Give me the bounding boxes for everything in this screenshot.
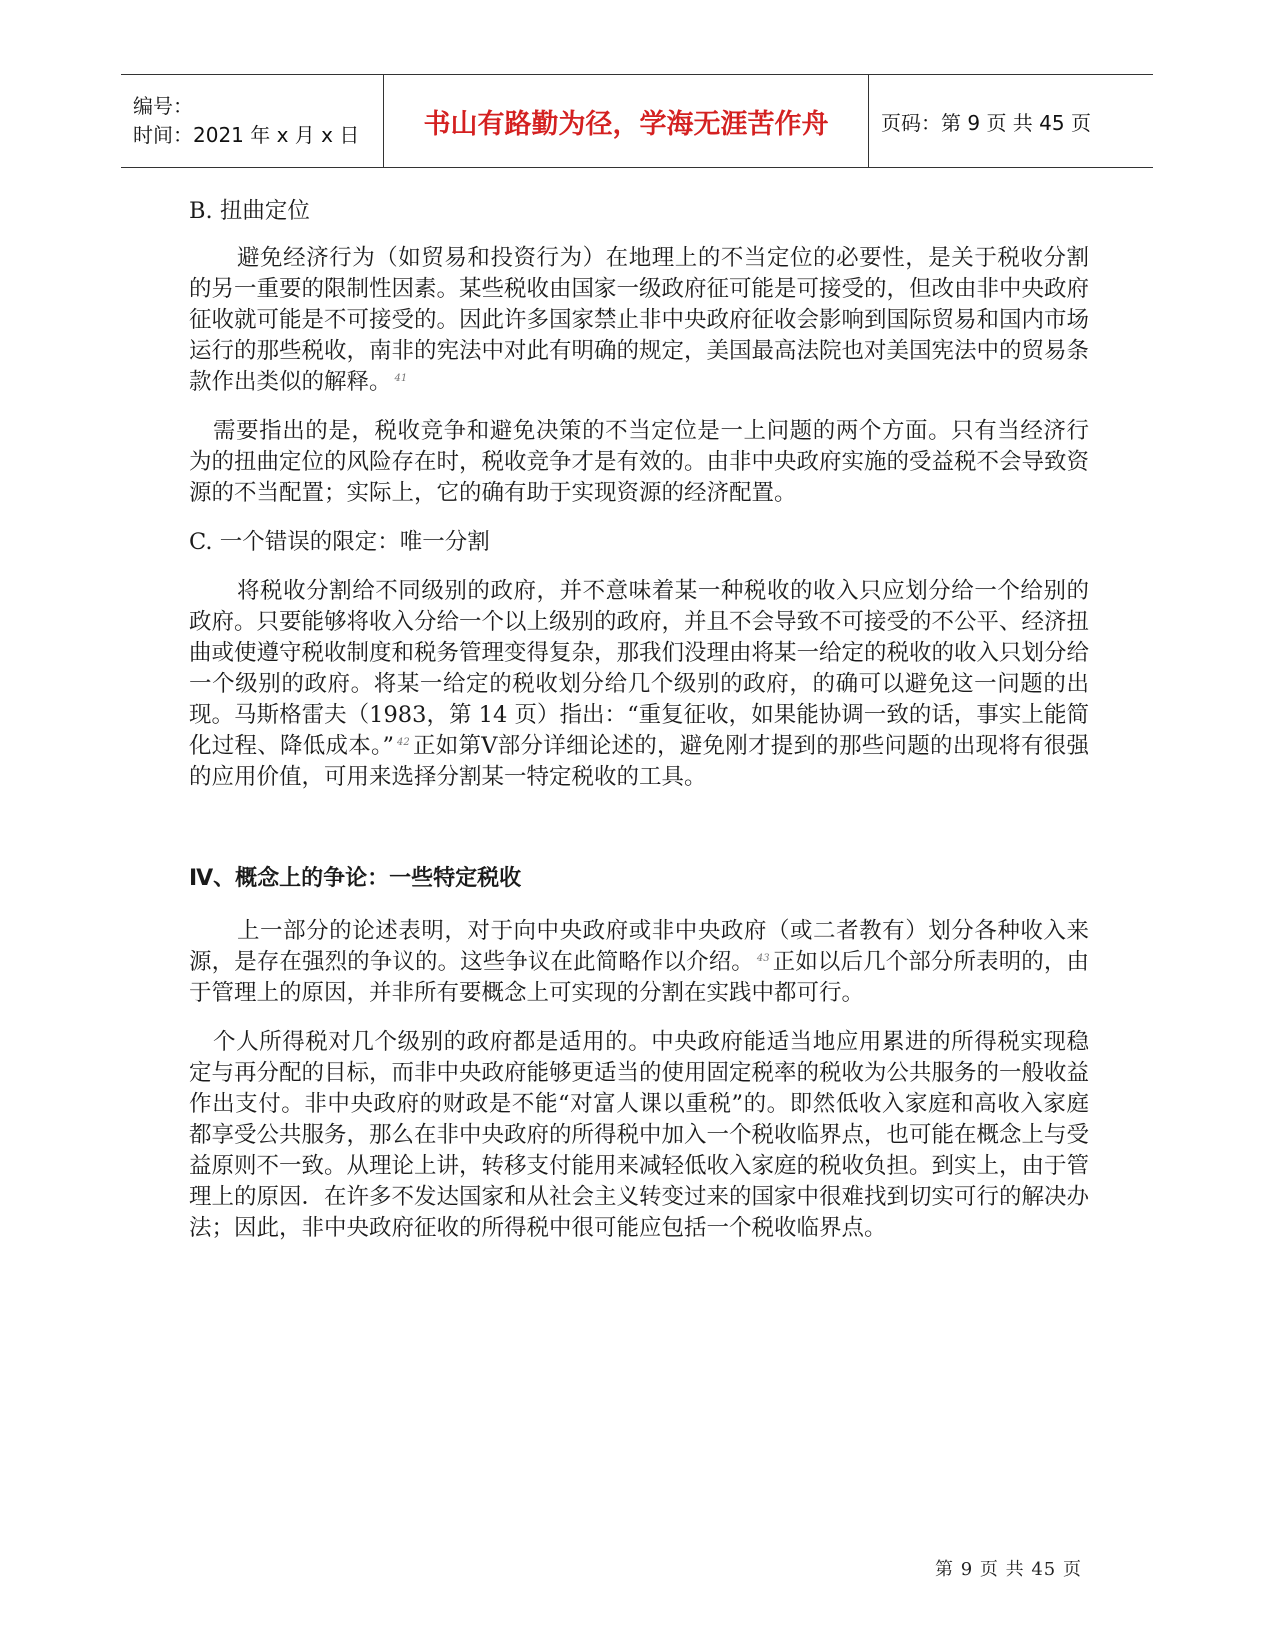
paragraph-4-text-b: 正如以后几个部分所表明的，由于管理上的原因，并非所有要概念上可实现的分割在实践中都可行。	[189, 949, 1089, 1006]
footer-page-number: 第 9 页 共 45 页	[935, 1559, 1082, 1580]
page-footer	[935, 1555, 1082, 1581]
page-header	[121, 74, 1153, 168]
footnote-ref-42: 42	[397, 736, 410, 748]
paragraph-5: 个人所得税对几个级别的政府都是适用的。中央政府能适当地应用累进的所得税实现稳定与再分配的目标，而非中央政府能够更适当的使用固定税率的税收为公共服务的一般收益作出支付。非中央政府的财政是不能“对富人课以重税”的。即然低收入家庭和高收入家庭都享受公共服务，那么在非中央政府的所得税中加入一个税收临界点，也可能在概念上与受益原则不一致。从理论上讲，转移支付能用来减轻低收入家庭的税收负担。到实上，由于管理上的原因．在许多不发达国家和从社会主义转变过来的国家中很难找到切实可行的解决办法；因此，非中央政府征收的所得税中很可能应包括一个税收临界点。	[189, 1029, 1090, 1241]
paragraph-4-text-a: 上一部分的论述表明，对于向中央政府或非中央政府（或二者教有）划分各种收入来源，是存在强烈的争议的。这些争议在此简略作以介绍。	[189, 918, 1089, 975]
paragraph-1-text: 避免经济行为（如贸易和投资行为）在地理上的不当定位的必要性，是关于税收分割的另一重要的限制性因素。某些税收由国家一级政府征可能是可接受的，但改由非中央政府征收就可能是不可接受的。因此许多国家禁止非中央政府征收会影响到国际贸易和国内市场运行的那些税收，南非的宪法中对此有明确的规定，美国最高法院也对美国宪法中的贸易条款作出类似的解释。	[189, 245, 1090, 395]
paragraph-4	[189, 916, 1089, 1009]
section-iv-heading: Ⅳ、概念上的争论：一些特定税收	[189, 866, 522, 891]
page-label: 页码：第 9 页 共 45 页	[881, 110, 1091, 135]
paragraph-2: 需要指出的是，税收竞争和避免决策的不当定位是一上问题的两个方面。只有当经济行为的扭曲定位的风险存在时，税收竞争才是有效的。由非中央政府实施的受益税不会导致资源的不当配置；实际上，它的确有助于实现资源的经济配置。	[189, 418, 1090, 506]
document-body	[189, 196, 1089, 1244]
number-label: 编号：	[133, 94, 193, 118]
header-meta	[121, 75, 383, 167]
section-c-title: C. 一个错误的限定：唯一分割	[189, 529, 490, 555]
section-b-title: B. 扭曲定位	[189, 198, 310, 224]
paragraph-1	[189, 243, 1089, 398]
paragraph-3-text-a: 将税收分割给不同级别的政府，并不意味着某一种税收的收入只应划分给一个给别的政府。只要能够将收入分给一个以上级别的政府，并且不会导致不可接受的不公平、经济扭曲或使遵守税收制度和税务管理变得复杂，那我们没理由将某一给定的税收的收入只划分给一个级别的政府。将某一给定的税收划分给几个级别的政府，的确可以避免这一问题的出现。马斯格雷夫（1983，第 14 页）指出：“重复征收，如果能协调一致的话，事实上能简化过程、降低成本。”	[189, 578, 1090, 759]
paragraph-3-text-b: 正如第Ⅴ部分详细论述的，避免刚才提到的那些问题的出现将有很强的应用价值，可用来选择分割某一特定税收的工具。	[189, 733, 1089, 790]
paragraph-3	[189, 576, 1089, 793]
motto-text: 书山有路勤为径，学海无涯苦作舟	[423, 108, 829, 140]
footnote-ref-41: 41	[394, 372, 408, 384]
footnote-ref-43: 43	[756, 952, 770, 964]
header-page	[869, 75, 1153, 167]
time-label: 时间：2021 年 x 月 x 日	[133, 123, 360, 147]
header-motto	[383, 75, 869, 167]
